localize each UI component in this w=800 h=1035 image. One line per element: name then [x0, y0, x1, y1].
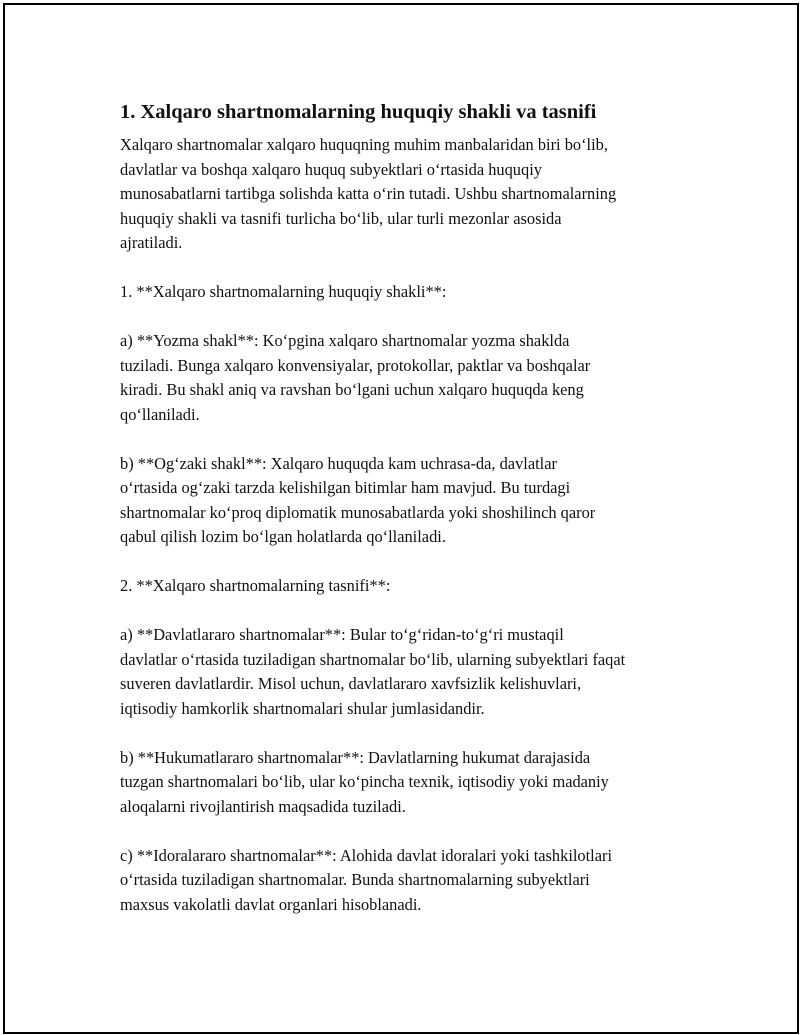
section-2-heading: 2. **Xalqaro shartnomalarning tasnifi**: — [120, 576, 391, 595]
section-2-item-c: c) **Idoralararo shartnomalar**: Alohida davlat idoralari yoki tashkilotlari o‘rtasida tuziladigan shartnomalar. Bunda shartnomalarning subyektlari maxsus vakolatli davlat organlari hisoblanadi. — [120, 845, 613, 914]
page-frame — [3, 3, 799, 1034]
paragraph-gap — [120, 305, 700, 330]
section-1-item-a: a) **Yozma shakl**: Ko‘pgina xalqaro shartnomalar yozma shaklda tuziladi. Bunga xalqaro konvensiyalar, protokollar, paktlar va boshqalar kiradi. Bu shakl aniq va ravshan bo‘lgani uchun xalqaro huquqda keng qo‘llaniladi. — [120, 331, 591, 424]
section-2-item-a: a) **Davlatlararo shartnomalar**: Bular to‘g‘ridan-to‘g‘ri mustaqil davlatlar o‘rtasida tuziladigan shartnomalar bo‘lib, ularning subyektlari faqat suveren davlatlardir. Misol uchun, davlatlararo xavfsizlik kelishuvlari, iqtisodiy hamkorlik shartnomalari shular jumlasidandir. — [120, 625, 626, 718]
document-title: 1. Xalqaro shartnomalarning huquqiy shakli va tasnifi — [120, 101, 597, 123]
section-1-item-b: b) **Og‘zaki shakl**: Xalqaro huquqda kam uchrasa-da, davlatlar o‘rtasida og‘zaki tarzda kelishilgan bitimlar ham mavjud. Bu turdagi shartnomalar ko‘proq diplomatik munosabatlarda yoki shoshilinch qaror qabul qilish lozim bo‘lgan holatlarda qo‘llaniladi. — [120, 453, 596, 546]
paragraph-gap — [120, 599, 700, 624]
paragraph-gap — [120, 427, 700, 452]
paragraph-gap — [120, 721, 700, 746]
section-2-item-b: b) **Hukumatlararo shartnomalar**: Davlatlarning hukumat darajasida tuzgan shartnomalari bo‘lib, ular ko‘pincha texnik, iqtisodiy yoki madaniy aloqalarni rivojlantirish maqsadida tuziladi. — [120, 747, 609, 816]
document-body — [120, 99, 700, 917]
paragraph-gap — [120, 256, 700, 281]
section-1-heading: 1. **Xalqaro shartnomalarning huquqiy shakli**: — [120, 282, 447, 301]
intro-paragraph: Xalqaro shartnomalar xalqaro huquqning muhim manbalaridan biri bo‘lib, davlatlar va boshqa xalqaro huquq subyektlari o‘rtasida huquqiy munosabatlarni tartibga solishda katta o‘rin tutadi. Ushbu shartnomalarning huquqiy shakli va tasnifi turlicha bo‘lib, ular turli mezonlar asosida ajratiladi. — [120, 135, 617, 252]
paragraph-gap — [120, 819, 700, 844]
paragraph-gap — [120, 550, 700, 575]
